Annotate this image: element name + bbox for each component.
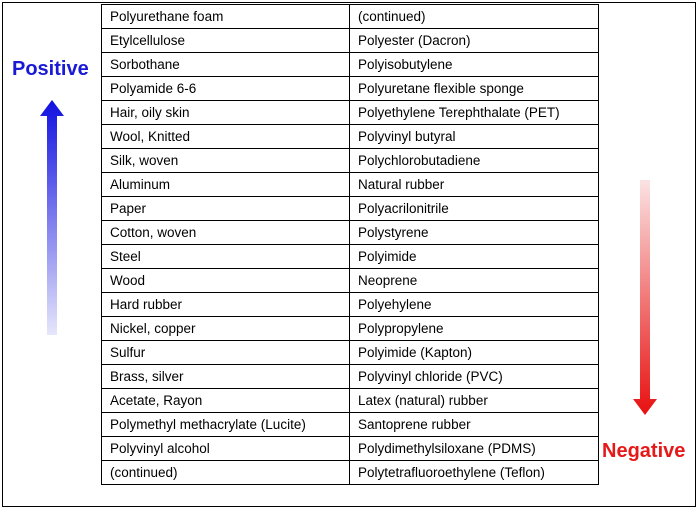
- table-row: [102, 365, 599, 389]
- material-cell-right: Neoprene: [350, 269, 599, 293]
- material-cell-right: Natural rubber: [350, 173, 599, 197]
- table-row: [102, 5, 599, 29]
- positive-side: [2, 2, 102, 507]
- material-cell-left: Paper: [102, 197, 350, 221]
- table-row: [102, 437, 599, 461]
- negative-label: Negative: [602, 440, 686, 462]
- positive-label: Positive: [12, 58, 89, 80]
- material-cell-left: Polyurethane foam: [102, 5, 350, 29]
- material-cell-left: Wool, Knitted: [102, 125, 350, 149]
- table-row: [102, 317, 599, 341]
- material-cell-right: Polyacrilonitrile: [350, 197, 599, 221]
- table-row: [102, 269, 599, 293]
- material-cell-right: Polystyrene: [350, 221, 599, 245]
- material-cell-right: Polyester (Dacron): [350, 29, 599, 53]
- table-row: [102, 413, 599, 437]
- table-row: [102, 221, 599, 245]
- material-cell-left: Brass, silver: [102, 365, 350, 389]
- material-cell-left: Wood: [102, 269, 350, 293]
- material-cell-left: Polyvinyl alcohol: [102, 437, 350, 461]
- material-cell-right: Santoprene rubber: [350, 413, 599, 437]
- table-row: [102, 461, 599, 485]
- triboelectric-series-table: [101, 4, 599, 485]
- material-cell-right: Polyehylene: [350, 293, 599, 317]
- table-row: [102, 389, 599, 413]
- table-row: [102, 101, 599, 125]
- negative-side: [598, 2, 696, 507]
- material-cell-right: Polydimethylsiloxane (PDMS): [350, 437, 599, 461]
- table-row: [102, 245, 599, 269]
- material-cell-right: Polytetrafluoroethylene (Teflon): [350, 461, 599, 485]
- material-cell-right: Polyvinyl butyral: [350, 125, 599, 149]
- table-row: [102, 77, 599, 101]
- material-cell-right: Polyimide: [350, 245, 599, 269]
- material-cell-right: Polyvinyl chloride (PVC): [350, 365, 599, 389]
- material-cell-right: Polyuretane flexible sponge: [350, 77, 599, 101]
- material-cell-left: Silk, woven: [102, 149, 350, 173]
- material-cell-left: Etylcellulose: [102, 29, 350, 53]
- material-cell-right: Polypropylene: [350, 317, 599, 341]
- material-cell-right: Polyethylene Terephthalate (PET): [350, 101, 599, 125]
- material-cell-right: Polyimide (Kapton): [350, 341, 599, 365]
- table-row: [102, 149, 599, 173]
- table-row: [102, 197, 599, 221]
- table-row: [102, 53, 599, 77]
- material-cell-left: Aluminum: [102, 173, 350, 197]
- material-cell-left: Nickel, copper: [102, 317, 350, 341]
- material-cell-right: (continued): [350, 5, 599, 29]
- material-cell-left: Sorbothane: [102, 53, 350, 77]
- table-row: [102, 341, 599, 365]
- table-row: [102, 173, 599, 197]
- material-cell-left: Hard rubber: [102, 293, 350, 317]
- material-cell-left: Steel: [102, 245, 350, 269]
- table-row: [102, 125, 599, 149]
- material-cell-left: Polyamide 6-6: [102, 77, 350, 101]
- table-row: [102, 293, 599, 317]
- up-arrow-icon: [40, 100, 64, 335]
- material-cell-left: Polymethyl methacrylate (Lucite): [102, 413, 350, 437]
- material-cell-right: Latex (natural) rubber: [350, 389, 599, 413]
- material-cell-left: Acetate, Rayon: [102, 389, 350, 413]
- down-arrow-icon: [633, 180, 657, 415]
- material-cell-left: Cotton, woven: [102, 221, 350, 245]
- material-cell-right: Polyisobutylene: [350, 53, 599, 77]
- material-cell-right: Polychlorobutadiene: [350, 149, 599, 173]
- table-row: [102, 29, 599, 53]
- material-cell-left: (continued): [102, 461, 350, 485]
- material-cell-left: Hair, oily skin: [102, 101, 350, 125]
- material-cell-left: Sulfur: [102, 341, 350, 365]
